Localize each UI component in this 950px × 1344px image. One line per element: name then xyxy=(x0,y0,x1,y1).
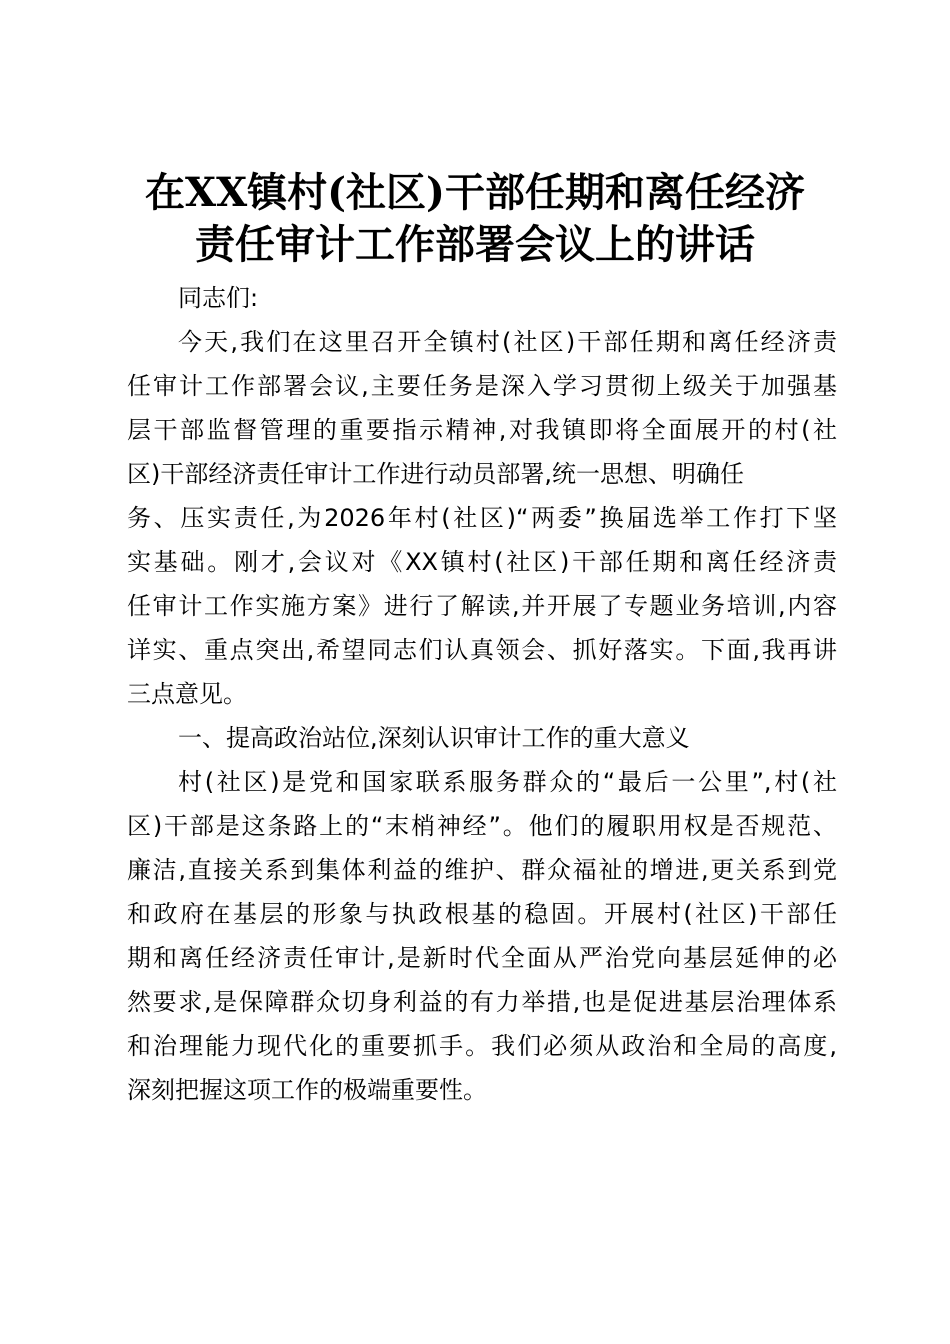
paragraph-2-line-6: 然要求,是保障群众切身利益的有力举措,也是促进基层治理体系 xyxy=(127,988,837,1016)
document-title-line-2: 责任审计工作部署会议上的讲话 xyxy=(195,221,755,268)
paragraph-1-line-1: 今天,我们在这里召开全镇村(社区)干部任期和离任经济责 xyxy=(178,328,837,356)
paragraph-2-line-5: 期和离任经济责任审计,是新时代全面从严治党向基层延伸的必 xyxy=(127,944,837,972)
paragraph-2-line-2: 区)干部是这条路上的“末梢神经”。他们的履职用权是否规范、 xyxy=(127,812,837,840)
paragraph-1-line-5: 务、压实责任,为2026年村(社区)“两委”换届选举工作打下坚 xyxy=(127,504,837,532)
paragraph-1-line-2: 任审计工作部署会议,主要任务是深入学习贯彻上级关于加强基 xyxy=(127,372,837,400)
paragraph-1-line-7: 任审计工作实施方案》进行了解读,并开展了专题业务培训,内容 xyxy=(127,592,837,620)
paragraph-2-line-8: 深刻把握这项工作的极端重要性。 xyxy=(127,1076,487,1104)
section-1-heading: 一、提高政治站位,深刻认识审计工作的重大意义 xyxy=(178,724,690,752)
paragraph-2-line-3: 廉洁,直接关系到集体利益的维护、群众福祉的增进,更关系到党 xyxy=(127,856,837,884)
paragraph-2-line-7: 和治理能力现代化的重要抓手。我们必须从政治和全局的高度, xyxy=(127,1032,837,1060)
paragraph-1-line-8: 详实、重点突出,希望同志们认真领会、抓好落实。下面,我再讲 xyxy=(127,636,837,664)
paragraph-1-line-3: 层干部监督管理的重要指示精神,对我镇即将全面展开的村(社 xyxy=(127,416,837,444)
document-title-line-1: 在XX镇村(社区)干部任期和离任经济 xyxy=(145,169,805,216)
paragraph-1-line-4: 区)干部经济责任审计工作进行动员部署,统一思想、明确任 xyxy=(127,460,744,488)
salutation: 同志们: xyxy=(178,284,259,312)
paragraph-1-line-9: 三点意见。 xyxy=(127,680,247,708)
paragraph-2-line-1: 村(社区)是党和国家联系服务群众的“最后一公里”,村(社 xyxy=(178,768,837,796)
paragraph-2-line-4: 和政府在基层的形象与执政根基的稳固。开展村(社区)干部任 xyxy=(127,900,837,928)
paragraph-1-line-6: 实基础。刚才,会议对《XX镇村(社区)干部任期和离任经济责 xyxy=(127,548,837,576)
